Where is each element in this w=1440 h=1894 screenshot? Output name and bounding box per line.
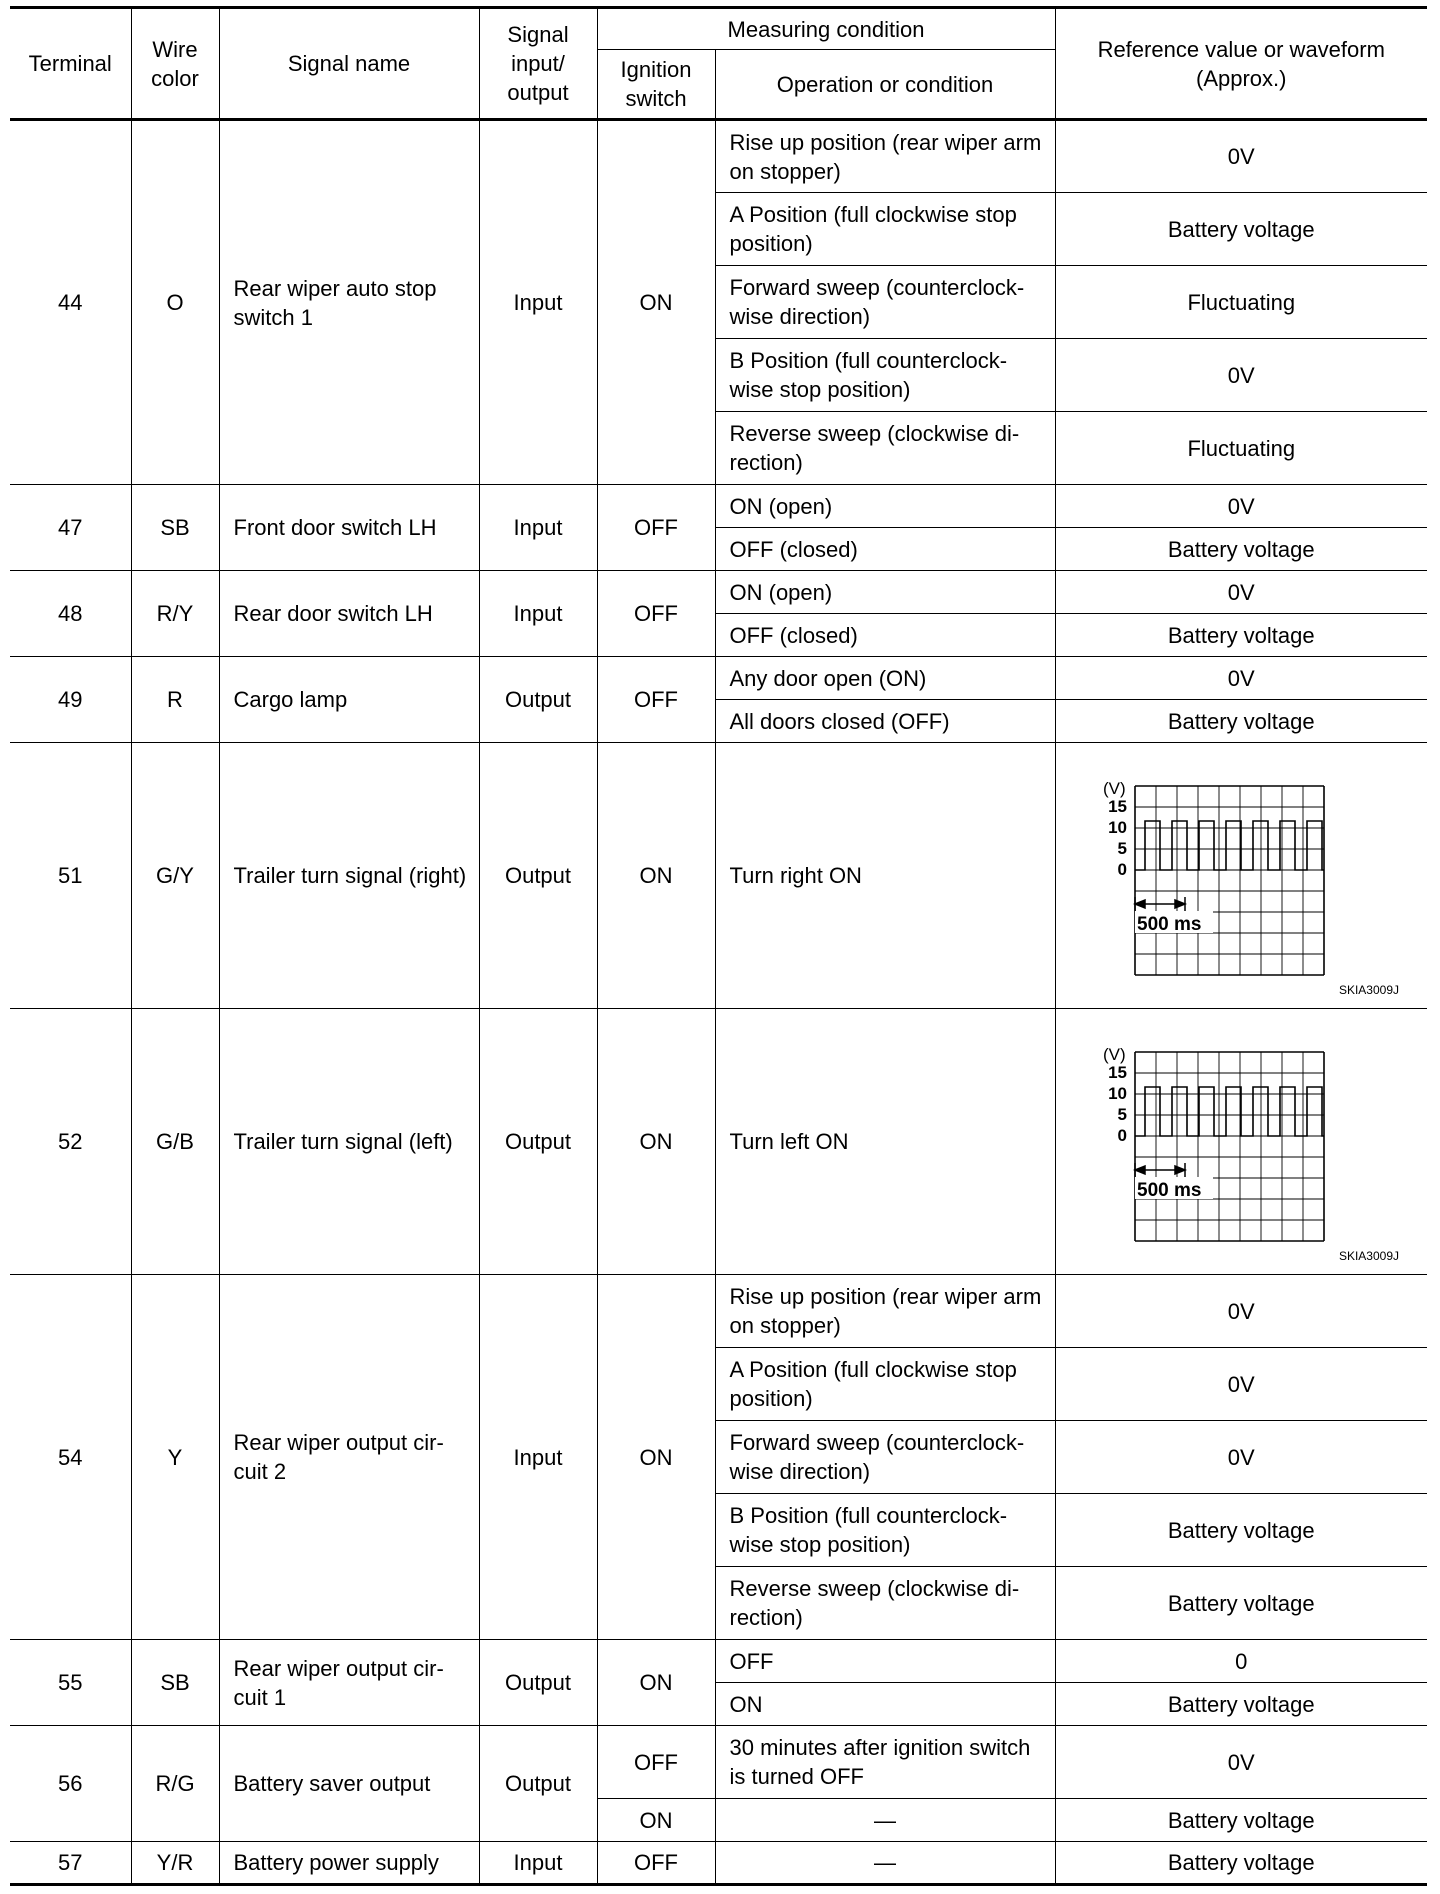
signal-name-cell: Battery power supply [219, 1842, 479, 1885]
signal-name-cell: Rear wiper output cir-cuit 2 [219, 1275, 479, 1640]
operation-cell: OFF [715, 1640, 1055, 1683]
signal-io-cell: Input [479, 1275, 597, 1640]
operation-cell: — [715, 1799, 1055, 1842]
signal-io-cell: Output [479, 1640, 597, 1726]
terminal-cell: 52 [10, 1009, 131, 1275]
reference-cell: Battery voltage [1055, 528, 1427, 571]
wire-color-cell: Y [131, 1275, 219, 1640]
operation-cell: All doors closed (OFF) [715, 700, 1055, 743]
ignition-cell: OFF [597, 1726, 715, 1799]
reference-cell: 0V [1055, 120, 1427, 193]
header-wire-color: Wire color [131, 8, 219, 120]
wire-color-cell: R [131, 657, 219, 743]
signal-name-cell: Rear wiper auto stop switch 1 [219, 120, 479, 485]
signal-io-cell: Input [479, 120, 597, 485]
ignition-cell: ON [597, 1799, 715, 1842]
header-signal-io: Signal input/ output [479, 8, 597, 120]
terminal-spec-table [10, 6, 1427, 1886]
waveform-unit: (V) [1103, 1044, 1126, 1064]
waveform-diagram [1091, 1042, 1391, 1242]
reference-cell: 0V [1055, 1726, 1427, 1799]
signal-name-cell: Rear door switch LH [219, 571, 479, 657]
header-terminal: Terminal [10, 8, 131, 120]
operation-cell: ON (open) [715, 571, 1055, 614]
reference-cell: 0V [1055, 657, 1427, 700]
header-measuring-condition: Measuring condition [597, 8, 1055, 50]
waveform-cell [1055, 1009, 1427, 1275]
wire-color-cell: O [131, 120, 219, 485]
waveform-tick: 10 [1108, 1083, 1128, 1103]
wire-color-cell: SB [131, 1640, 219, 1726]
waveform-tick: 0 [1117, 1125, 1128, 1145]
wire-color-cell: Y/R [131, 1842, 219, 1885]
operation-cell: OFF (closed) [715, 614, 1055, 657]
operation-cell: A Position (full clockwise stop position) [715, 1348, 1055, 1421]
operation-cell: 30 minutes after ignition switch is turned OFF [715, 1726, 1055, 1799]
ignition-cell: ON [597, 1640, 715, 1726]
period-label: 500 ms [1137, 1179, 1202, 1201]
waveform-grid [1135, 786, 1324, 975]
terminal-cell: 44 [10, 120, 131, 485]
reference-cell: Battery voltage [1055, 700, 1427, 743]
ignition-cell: ON [597, 1009, 715, 1275]
signal-name-cell: Rear wiper output cir-cuit 1 [219, 1640, 479, 1726]
operation-cell: B Position (full counterclock-wise stop position) [715, 339, 1055, 412]
signal-name-cell: Battery saver output [219, 1726, 479, 1842]
wire-color-cell: SB [131, 485, 219, 571]
reference-cell: Battery voltage [1055, 614, 1427, 657]
reference-cell: 0V [1055, 571, 1427, 614]
operation-cell: Turn left ON [715, 1009, 1055, 1275]
operation-cell: Rise up position (rear wiper arm on stopper) [715, 1275, 1055, 1348]
ignition-cell: ON [597, 120, 715, 485]
reference-cell: 0V [1055, 485, 1427, 528]
operation-cell: A Position (full clockwise stop position) [715, 193, 1055, 266]
reference-cell: 0V [1055, 1348, 1427, 1421]
operation-cell: Turn right ON [715, 743, 1055, 1009]
waveform-tick: 15 [1108, 1062, 1128, 1082]
terminal-cell: 56 [10, 1726, 131, 1842]
signal-io-cell: Output [479, 657, 597, 743]
wire-color-cell: R/Y [131, 571, 219, 657]
terminal-cell: 51 [10, 743, 131, 1009]
operation-cell: Reverse sweep (clockwise di-rection) [715, 1567, 1055, 1640]
operation-cell: — [715, 1842, 1055, 1885]
terminal-cell: 48 [10, 571, 131, 657]
wire-color-cell: G/B [131, 1009, 219, 1275]
ignition-cell: OFF [597, 1842, 715, 1885]
reference-cell: 0 [1055, 1640, 1427, 1683]
reference-cell: Fluctuating [1055, 266, 1427, 339]
waveform-diagram [1091, 776, 1391, 976]
terminal-cell: 49 [10, 657, 131, 743]
waveform-grid [1135, 1052, 1324, 1241]
reference-cell: Battery voltage [1055, 1799, 1427, 1842]
operation-cell: Forward sweep (counterclock-wise direction) [715, 1421, 1055, 1494]
operation-cell: Rise up position (rear wiper arm on stopper) [715, 120, 1055, 193]
operation-cell: ON (open) [715, 485, 1055, 528]
wire-color-cell: R/G [131, 1726, 219, 1842]
header-ignition-switch: Ignition switch [597, 50, 715, 120]
wire-color-cell: G/Y [131, 743, 219, 1009]
ignition-cell: OFF [597, 571, 715, 657]
operation-cell: B Position (full counterclock-wise stop position) [715, 1494, 1055, 1567]
waveform-cell [1055, 743, 1427, 1009]
waveform-tick: 5 [1117, 838, 1128, 858]
waveform-unit: (V) [1103, 778, 1126, 798]
operation-cell: ON [715, 1683, 1055, 1726]
reference-cell: 0V [1055, 1421, 1427, 1494]
period-marker [1135, 1163, 1185, 1177]
ignition-cell: ON [597, 1275, 715, 1640]
signal-io-cell: Input [479, 1842, 597, 1885]
figure-code: SKIA3009J [1338, 983, 1399, 997]
terminal-cell: 57 [10, 1842, 131, 1885]
waveform-tick: 5 [1117, 1104, 1128, 1124]
reference-cell: Battery voltage [1055, 193, 1427, 266]
operation-cell: Forward sweep (counterclock-wise direction) [715, 266, 1055, 339]
terminal-cell: 55 [10, 1640, 131, 1726]
reference-cell: Fluctuating [1055, 412, 1427, 485]
reference-cell: Battery voltage [1055, 1567, 1427, 1640]
signal-io-cell: Output [479, 1009, 597, 1275]
period-label: 500 ms [1137, 913, 1202, 935]
terminal-cell: 47 [10, 485, 131, 571]
signal-io-cell: Output [479, 1726, 597, 1842]
ignition-cell: OFF [597, 485, 715, 571]
ignition-cell: ON [597, 743, 715, 1009]
header-operation: Operation or condition [715, 50, 1055, 120]
header-signal-name: Signal name [219, 8, 479, 120]
reference-cell: 0V [1055, 1275, 1427, 1348]
signal-io-cell: Input [479, 485, 597, 571]
operation-cell: Reverse sweep (clockwise di-rection) [715, 412, 1055, 485]
reference-cell: Battery voltage [1055, 1683, 1427, 1726]
signal-name-cell: Cargo lamp [219, 657, 479, 743]
header-reference: Reference value or waveform (Approx.) [1055, 8, 1427, 120]
ignition-cell: OFF [597, 657, 715, 743]
operation-cell: Any door open (ON) [715, 657, 1055, 700]
figure-code: SKIA3009J [1338, 1249, 1399, 1263]
reference-cell: Battery voltage [1055, 1494, 1427, 1567]
reference-cell: Battery voltage [1055, 1842, 1427, 1885]
signal-name-cell: Trailer turn signal (left) [219, 1009, 479, 1275]
signal-io-cell: Output [479, 743, 597, 1009]
signal-io-cell: Input [479, 571, 597, 657]
waveform-tick: 10 [1108, 817, 1128, 837]
terminal-cell: 54 [10, 1275, 131, 1640]
period-marker [1135, 897, 1185, 911]
reference-cell: 0V [1055, 339, 1427, 412]
waveform-tick: 0 [1117, 859, 1128, 879]
operation-cell: OFF (closed) [715, 528, 1055, 571]
signal-name-cell: Front door switch LH [219, 485, 479, 571]
waveform-tick: 15 [1108, 796, 1128, 816]
signal-name-cell: Trailer turn signal (right) [219, 743, 479, 1009]
